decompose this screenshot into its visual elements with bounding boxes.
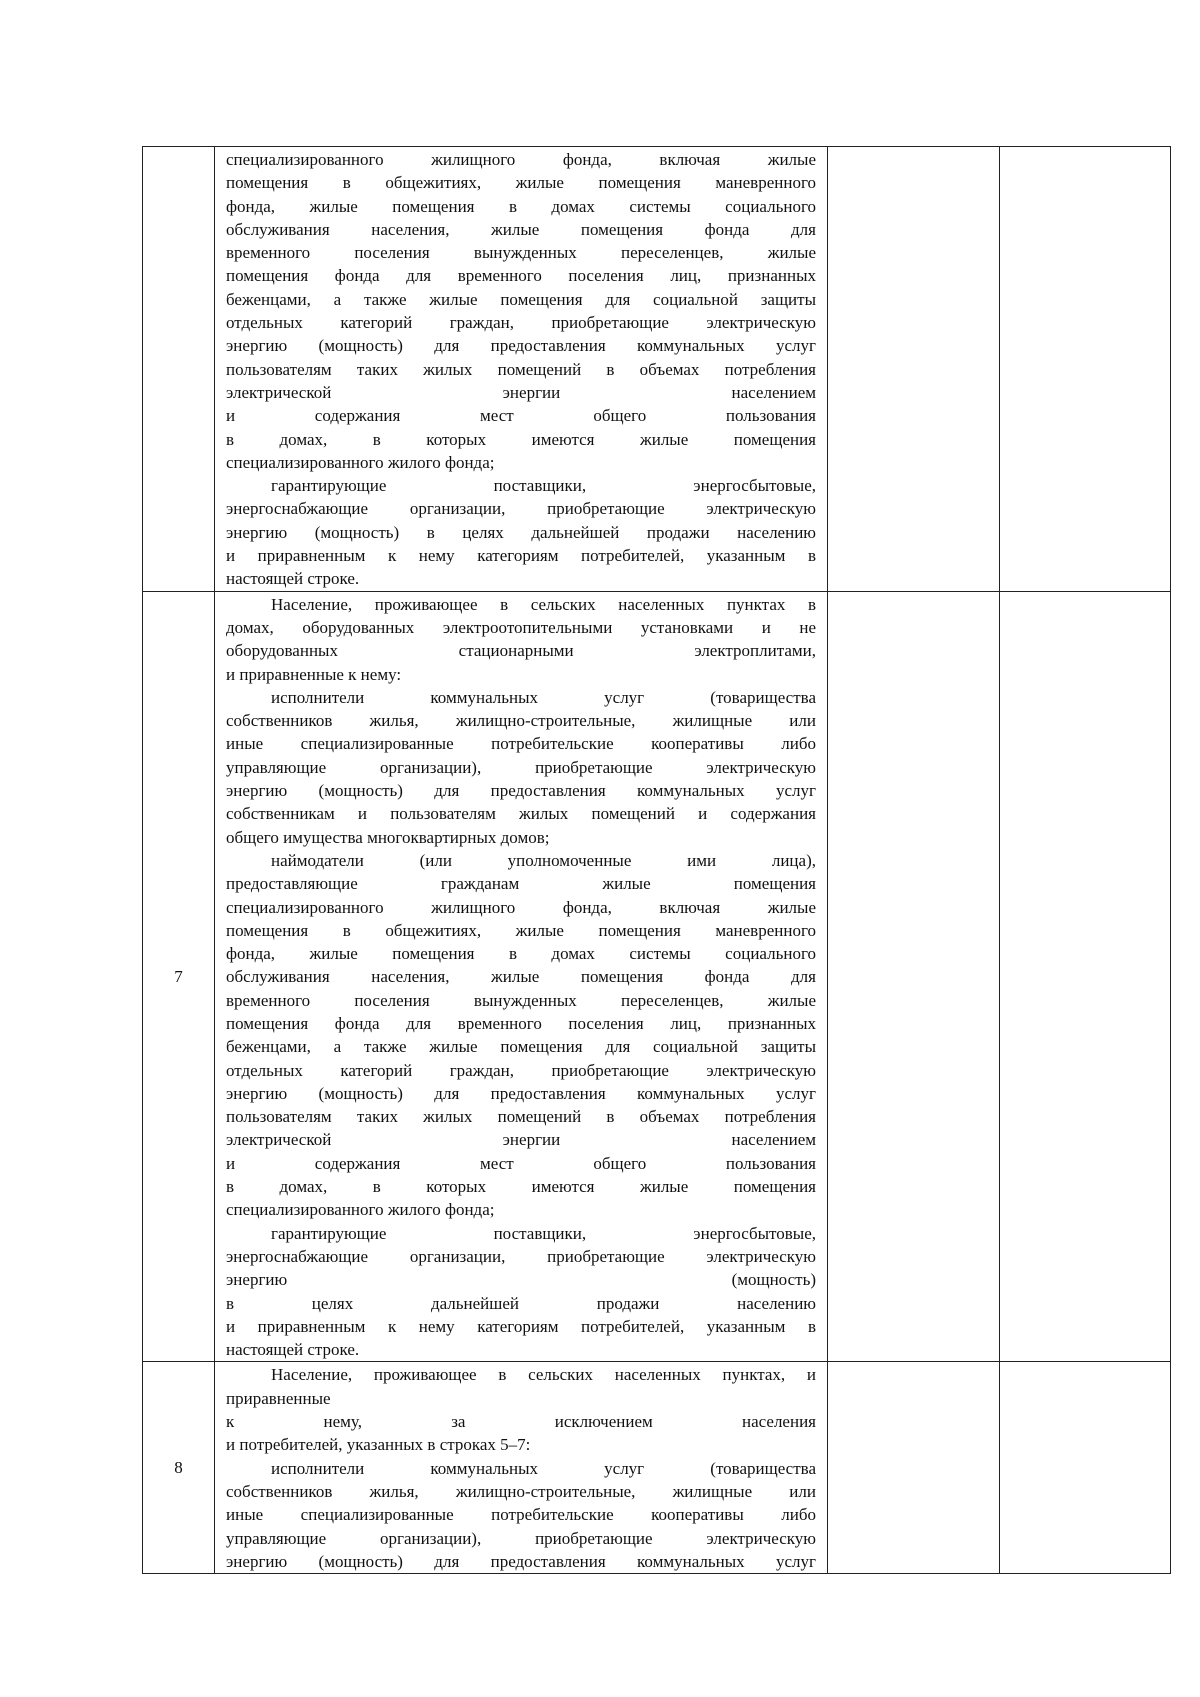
description-line: в целях дальнейшей продажи населению	[226, 1293, 816, 1313]
row-number	[143, 147, 215, 592]
description-line: и содержания мест общего пользования	[226, 406, 816, 426]
description-line: Население, проживающее в сельских населенных пунктах, и	[271, 1365, 816, 1385]
description-line: фонда, жилые помещения в домах системы социального	[226, 944, 816, 964]
row-description	[215, 591, 828, 1362]
description-line: управляющие организации), приобретающие электрическую	[226, 1528, 816, 1548]
empty-cell	[1000, 591, 1171, 1362]
description-line: настоящей строке.	[226, 569, 360, 589]
row-number: 7	[143, 591, 215, 1362]
description-line: оборудованных стационарными электроплитами,	[226, 641, 816, 661]
description-line: энергию (мощность) для предоставления коммунальных услуг	[226, 1083, 816, 1103]
row-number: 8	[143, 1362, 215, 1574]
description-line: собственников жилья, жилищно-строительные, жилищные или	[226, 1481, 816, 1501]
empty-cell	[828, 591, 1000, 1362]
description-line: энергию (мощность) для предоставления коммунальных услуг	[226, 781, 816, 801]
description-line: беженцами, а также жилые помещения для социальной защиты	[226, 1037, 816, 1057]
table-row	[143, 1362, 1171, 1574]
description-line: домах, оборудованных электроотопительными установками и не	[226, 617, 816, 637]
description-line: электрической энергии населением	[226, 1130, 816, 1150]
description-line: специализированного жилищного фонда, включая жилые	[226, 150, 816, 169]
description-line: общего имущества многоквартирных домов;	[226, 827, 550, 847]
description-line: пользователям таких жилых помещений в объемах потребления	[226, 359, 816, 379]
description-line: электрической энергии населением	[226, 382, 816, 402]
description-line: настоящей строке.	[226, 1340, 360, 1360]
description-line: исполнители коммунальных услуг (товарищества	[271, 687, 816, 707]
description-line: энергию (мощность) для предоставления коммунальных услуг	[226, 336, 816, 356]
description-line: энергию (мощность) в целях дальнейшей продажи населению	[226, 522, 816, 542]
description-line: временного поселения вынужденных переселенцев, жилые	[226, 990, 816, 1010]
row-description	[215, 147, 828, 592]
description-line: наймодатели (или уполномоченные ими лица),	[271, 850, 816, 870]
table-row	[143, 147, 1171, 592]
description-line: иные специализированные потребительские кооперативы либо	[226, 734, 816, 754]
description-line: гарантирующие поставщики, энергосбытовые,	[271, 1223, 816, 1243]
description-line: беженцами, а также жилые помещения для социальной защиты	[226, 289, 816, 309]
description-line: помещения фонда для временного поселения лиц, признанных	[226, 1013, 816, 1033]
description-line: и потребителей, указанных в строках 5–7:	[226, 1435, 531, 1455]
empty-cell	[1000, 147, 1171, 592]
description-line: специализированного жилищного фонда, включая жилые	[226, 897, 816, 917]
description-line: энергию (мощность)	[226, 1270, 816, 1290]
description-line: фонда, жилые помещения в домах системы социального	[226, 196, 816, 216]
description-line: в домах, в которых имеются жилые помещения	[226, 1177, 816, 1197]
table-body	[143, 147, 1171, 1574]
table-row	[143, 591, 1171, 1362]
description-line: и приравненным к нему категориям потребителей, указанным в	[226, 1316, 816, 1336]
tariff-table	[142, 146, 1171, 1574]
description-line: энергию (мощность) для предоставления коммунальных услуг	[226, 1551, 816, 1571]
description-line: пользователям таких жилых помещений в объемах потребления	[226, 1107, 816, 1127]
description-line: гарантирующие поставщики, энергосбытовые,	[271, 476, 816, 496]
description-line: временного поселения вынужденных переселенцев, жилые	[226, 243, 816, 263]
description-line: иные специализированные потребительские кооперативы либо	[226, 1505, 816, 1525]
empty-cell	[1000, 1362, 1171, 1574]
description-line: отдельных категорий граждан, приобретающие электрическую	[226, 313, 816, 333]
description-line: обслуживания населения, жилые помещения фонда для	[226, 967, 816, 987]
empty-cell	[828, 1362, 1000, 1574]
description-line: помещения в общежитиях, жилые помещения маневренного	[226, 920, 816, 940]
description-line: и приравненным к нему категориям потребителей, указанным в	[226, 546, 816, 566]
description-line: и содержания мест общего пользования	[226, 1153, 816, 1173]
description-line: специализированного жилого фонда;	[226, 452, 495, 472]
row-description	[215, 1362, 828, 1574]
description-line: собственников жилья, жилищно-строительные, жилищные или	[226, 711, 816, 731]
empty-cell	[828, 147, 1000, 592]
description-line: энергоснабжающие организации, приобретающие электрическую	[226, 499, 816, 519]
description-line: собственникам и пользователям жилых помещений и содержания	[226, 804, 816, 824]
description-line: специализированного жилого фонда;	[226, 1200, 495, 1220]
description-line: отдельных категорий граждан, приобретающие электрическую	[226, 1060, 816, 1080]
description-line: приравненные	[226, 1388, 331, 1408]
description-line: и приравненные к нему:	[226, 664, 402, 684]
description-line: помещения фонда для временного поселения лиц, признанных	[226, 266, 816, 286]
description-line: предоставляющие гражданам жилые помещения	[226, 874, 816, 894]
description-line: в домах, в которых имеются жилые помещения	[226, 429, 816, 449]
description-line: к нему, за исключением населения	[226, 1412, 816, 1432]
description-line: помещения в общежитиях, жилые помещения маневренного	[226, 173, 816, 193]
description-line: управляющие организации), приобретающие электрическую	[226, 757, 816, 777]
description-line: Население, проживающее в сельских населенных пунктах в	[271, 594, 816, 614]
description-line: энергоснабжающие организации, приобретающие электрическую	[226, 1246, 816, 1266]
description-line: исполнители коммунальных услуг (товарищества	[271, 1458, 816, 1478]
description-line: обслуживания населения, жилые помещения фонда для	[226, 219, 816, 239]
